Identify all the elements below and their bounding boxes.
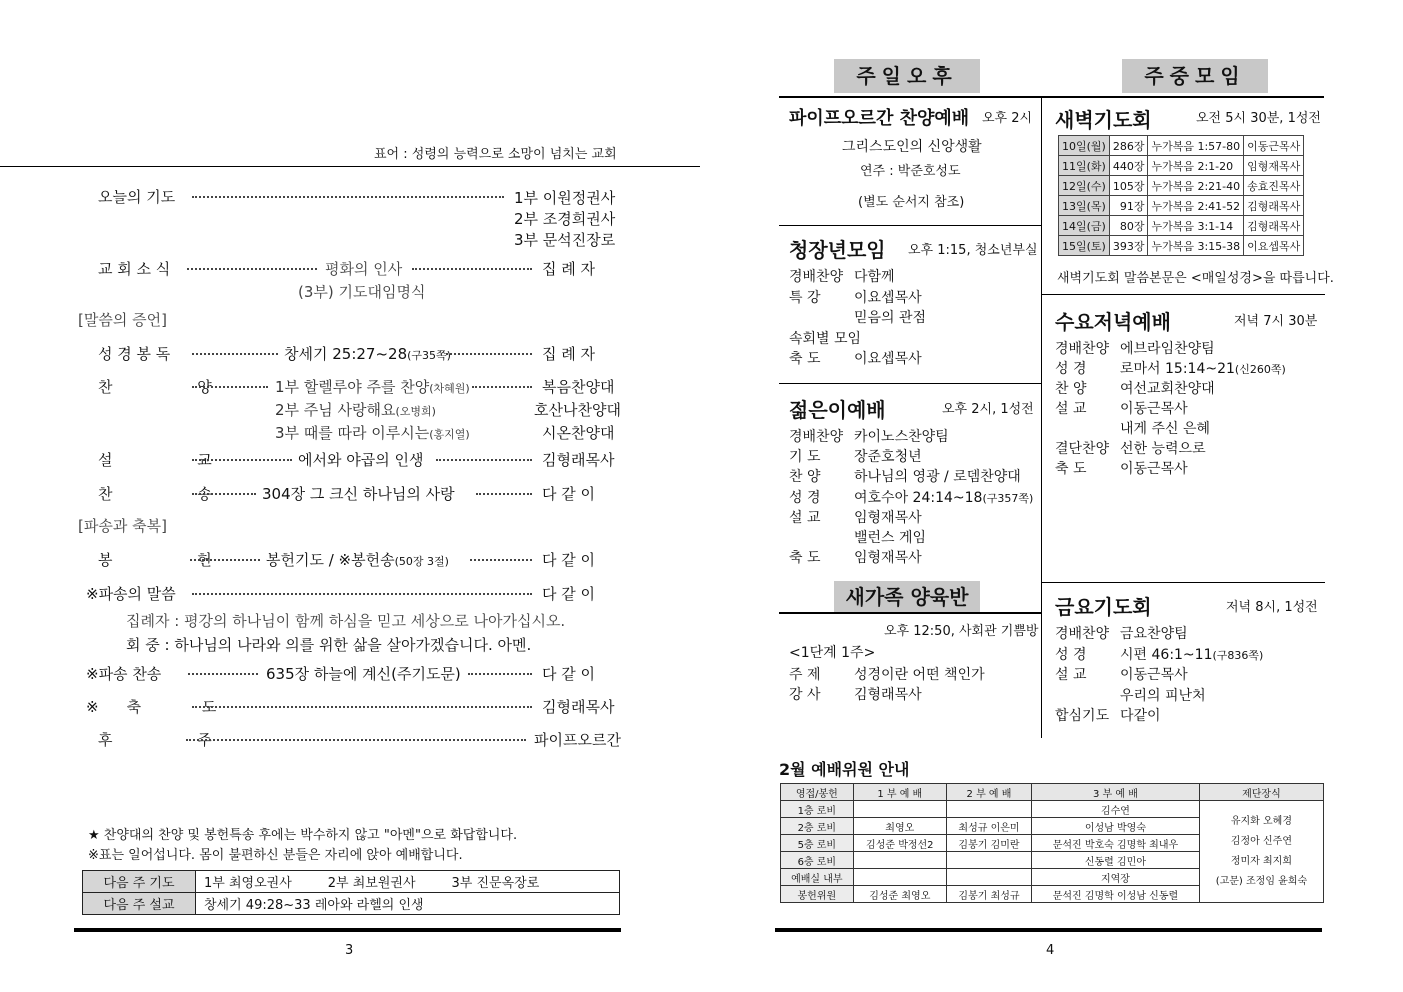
program-label: 기 도 — [789, 449, 821, 466]
sendhymn-label: ※파송 찬송 — [86, 665, 162, 683]
offering-right: 다 같 이 — [542, 551, 596, 569]
altar-decoration-cell — [1199, 801, 1323, 903]
postlude-right: 파이프오르간 — [534, 731, 621, 749]
table-cell: 105장 — [1109, 176, 1148, 196]
note-applause: ★ 찬양대의 찬양 및 봉헌특송 후에는 박수하지 않고 "아멘"으로 화답합니다. — [88, 828, 518, 843]
program-label: 경배찬양 — [789, 429, 844, 445]
program-value: 여호수아 24:14~18(구357쪽) — [854, 489, 1034, 506]
hymn-right: 다 같 이 — [542, 485, 596, 503]
news-item: 평화의 인사 — [325, 260, 403, 278]
leader-dots — [446, 353, 532, 355]
family-title: 새가족 양육반 — [834, 581, 980, 613]
program-label: 경배찬양 — [1055, 341, 1110, 357]
altar-decoration-name: 김정아 신주연 — [1230, 835, 1292, 847]
sendhymn-right: 다 같 이 — [542, 665, 596, 683]
program-value: 임형재목사 — [854, 550, 922, 567]
program-label: 축 도 — [1055, 461, 1087, 477]
table-cell — [946, 852, 1031, 869]
table-cell: 91장 — [1109, 196, 1148, 216]
table-cell: 김봉기 김미란 — [946, 835, 1031, 852]
table-cell: 봉헌위원 — [781, 886, 854, 903]
table-cell: 김성준 최영오 — [853, 886, 946, 903]
fri-time: 저녁 8시, 1성전 — [1226, 600, 1318, 615]
sending-label: ※파송의 말씀 — [86, 585, 176, 603]
table-cell: 지역장 — [1032, 869, 1200, 886]
program-value: 김형래목사 — [854, 687, 922, 703]
divider — [779, 612, 1041, 614]
sermon-title: 에서와 야곱의 인생 — [298, 451, 424, 469]
table-cell: 5층 로비 — [781, 835, 854, 852]
leader-dots — [192, 593, 532, 595]
postlude-label: 후 주 — [98, 731, 252, 749]
table-cell: 최영오 — [853, 818, 946, 835]
leader-dots — [192, 196, 504, 198]
program-label: 설 교 — [1055, 667, 1087, 683]
leader-dots — [472, 386, 532, 388]
table-cell: 김형래목사 — [1244, 196, 1304, 216]
program-value: 우리의 피난처 — [1120, 687, 1206, 704]
program-value: 이요셉목사 — [854, 289, 922, 306]
table-row — [1059, 196, 1304, 216]
divider — [779, 225, 1041, 226]
sendhymn-title: 635장 하늘에 계신(주기도문) — [266, 665, 461, 683]
divider — [779, 383, 1041, 384]
leader-dots — [192, 459, 292, 461]
leader-dots — [187, 268, 317, 270]
table-row — [1059, 216, 1304, 236]
leader-dots — [186, 739, 526, 741]
column-header: 1 부 예 배 — [853, 784, 946, 801]
praise-choir-3: 시온찬양대 — [542, 424, 615, 442]
news-label: 교 회 소 식 — [98, 260, 171, 278]
program-value: 여선교회찬양대 — [1120, 381, 1215, 397]
wed-time: 저녁 7시 30분 — [1234, 314, 1318, 329]
leader-dots — [192, 353, 278, 355]
table-row — [1059, 156, 1304, 176]
table-cell: 누가복음 3:1-14 — [1148, 216, 1244, 236]
table-cell: 누가복음 2:41-52 — [1148, 196, 1244, 216]
roster-title: 2월 예배위원 안내 — [779, 760, 910, 779]
divider — [0, 166, 700, 167]
program-value: 하나님의 영광 / 로뎀찬양대 — [854, 469, 1021, 486]
dawn-note: 새벽기도회 말씀본문은 <매일성경>을 따릅니다. — [1057, 271, 1334, 286]
table-cell: 김성준 박정선2 — [853, 835, 946, 852]
table-cell: 이요셉목사 — [1244, 236, 1304, 256]
column-header: 영접/봉헌 — [781, 784, 854, 801]
column-divider — [1041, 96, 1042, 738]
program-label: 성 경 — [1055, 361, 1087, 377]
program-label: 설 교 — [789, 509, 821, 526]
program-value: 카이노스찬양팀 — [854, 429, 949, 445]
program-label: 축 도 — [789, 351, 821, 367]
leader-dots — [188, 673, 258, 675]
program-value: 이요셉목사 — [854, 351, 922, 367]
table-cell: 13일(목) — [1059, 196, 1110, 216]
praise-label: 찬 양 — [98, 378, 252, 396]
table-cell: 286장 — [1109, 136, 1148, 156]
program-label: 주 제 — [789, 667, 821, 683]
header-afternoon: 주일오후 — [834, 59, 980, 93]
table-row — [1059, 136, 1304, 156]
program-value: 로마서 15:14~21(신260쪽) — [1120, 361, 1286, 377]
page-number: 4 — [1046, 943, 1055, 958]
table-row — [1059, 236, 1304, 256]
dawn-time: 오전 5시 30분, 1성전 — [1196, 111, 1321, 126]
table-cell: 이성남 박영숙 — [1032, 818, 1200, 835]
wed-title: 수요저녁예배 — [1055, 310, 1171, 334]
table-header-row — [781, 784, 1324, 801]
family-time: 오후 12:50, 사회관 기쁨방 — [884, 624, 1039, 639]
program-value: 금요찬양팀 — [1120, 626, 1188, 642]
table-cell: 김형래목사 — [1244, 216, 1304, 236]
column-header: 제단장식 — [1199, 784, 1323, 801]
leader-dots — [436, 459, 532, 461]
program-value: 임형재목사 — [854, 509, 922, 526]
program-label: 강 사 — [789, 687, 821, 703]
leader-dots — [190, 559, 260, 561]
altar-decoration-name: 정미자 최지희 — [1230, 855, 1292, 867]
table-cell: 임형재목사 — [1244, 156, 1304, 176]
divider — [1041, 582, 1325, 583]
program-label: 찬 양 — [789, 469, 821, 486]
sending-people: 회 중 : 하나님의 나라와 의를 위한 삶을 살아가겠습니다. 아멘. — [126, 636, 532, 654]
leader-dots — [476, 493, 532, 495]
organ-time: 오후 2시 — [982, 111, 1033, 126]
footer-rule — [74, 928, 621, 932]
table-cell: 6층 로비 — [781, 852, 854, 869]
table-cell: 최성규 이은미 — [946, 818, 1031, 835]
program-value: 밸런스 게임 — [854, 530, 927, 546]
next-sermon: 창세기 49:28~33 레아와 라헬의 인생 — [196, 893, 620, 915]
column-header: 3 부 예 배 — [1032, 784, 1200, 801]
program-value: 에브라임찬양팀 — [1120, 341, 1215, 357]
youth-title: 청장년모임 — [789, 238, 886, 262]
program-value: 성경이란 어떤 책인가 — [854, 667, 985, 683]
program-value: 시편 46:1~11(구836쪽) — [1120, 646, 1264, 663]
leader-dots — [470, 559, 532, 561]
table-cell: 440장 — [1109, 156, 1148, 176]
offering-label: 봉 헌 — [98, 551, 252, 569]
altar-decoration-name: (고문) 조정임 윤희숙 — [1215, 875, 1308, 887]
divider — [779, 96, 1324, 98]
news-right: 집 례 자 — [542, 260, 596, 278]
sermon-preacher: 김형래목사 — [542, 451, 615, 469]
table-cell: 예배실 내부 — [781, 869, 854, 886]
program-value: 이동근목사 — [1120, 461, 1188, 477]
offering-text: 봉헌기도 / ※봉헌송(50장 3절) — [266, 551, 449, 569]
table-cell: 2층 로비 — [781, 818, 854, 835]
leader-dots — [192, 706, 532, 708]
table-row — [1059, 176, 1304, 196]
table-cell: 11일(화) — [1059, 156, 1110, 176]
reading-right: 집 례 자 — [542, 345, 596, 363]
table-cell: 393장 — [1109, 236, 1148, 256]
table-cell: 10일(월) — [1059, 136, 1110, 156]
program-label: 성 경 — [1055, 646, 1087, 663]
leader-dots — [468, 673, 532, 675]
program-label: 속회별 모임 — [789, 330, 862, 347]
table-cell — [946, 869, 1031, 886]
program-value: 내게 주신 은혜 — [1120, 421, 1211, 437]
roster-table — [780, 783, 1324, 903]
sermon-label: 설 교 — [98, 451, 252, 469]
prayer-line-2: 2부 조경희권사 — [514, 210, 616, 228]
young-time: 오후 2시, 1성전 — [942, 402, 1034, 417]
table-cell: 80장 — [1109, 216, 1148, 236]
section-heading: [말씀의 증언] — [78, 311, 167, 329]
program-label: 합심기도 — [1055, 708, 1110, 724]
table-cell: 송효진목사 — [1244, 176, 1304, 196]
praise-row-1: 1부 할렐루야 주를 찬양(차혜원) — [275, 378, 470, 396]
table-cell: 15일(토) — [1059, 236, 1110, 256]
table-cell: 누가복음 1:57-80 — [1148, 136, 1244, 156]
benediction-label: ※축 도 — [86, 698, 245, 716]
table-cell: 누가복음 3:15-38 — [1148, 236, 1244, 256]
family-stage: <1단계 1주> — [789, 645, 876, 661]
organ-title: 파이프오르간 찬양예배 — [789, 108, 970, 129]
prayer-label: 오늘의 기도 — [98, 188, 176, 206]
note-standing: ※표는 일어섭니다. 몸이 불편하신 분들은 자리에 앉아 예배합니다. — [88, 848, 463, 863]
program-label: 축 도 — [789, 550, 821, 567]
organ-subtitle: 그리스도인의 신앙생활 — [842, 139, 982, 155]
praise-choir-2: 호산나찬양대 — [534, 401, 621, 419]
table-cell: 김수연 — [1032, 801, 1200, 818]
table-cell: 문석진 박호숙 김명학 최내우 — [1032, 835, 1200, 852]
program-label: 찬 양 — [1055, 381, 1087, 397]
page-number: 3 — [345, 943, 354, 958]
leader-dots — [192, 386, 268, 388]
table-cell — [853, 801, 946, 818]
table-cell: 김봉기 최성규 — [946, 886, 1031, 903]
column-header: 2 부 예 배 — [946, 784, 1031, 801]
program-label: 특 강 — [789, 289, 821, 306]
table-cell: 이동근목사 — [1244, 136, 1304, 156]
table-cell — [853, 852, 946, 869]
sending-leader: 집례자 : 평강의 하나님이 함께 하심을 믿고 세상으로 나아가십시오. — [126, 612, 566, 630]
program-value: 다같이 — [1120, 708, 1161, 724]
program-value: 이동근목사 — [1120, 401, 1188, 417]
section-heading: [파송과 축복] — [78, 517, 167, 535]
program-value: 믿음의 관점 — [854, 310, 927, 326]
praise-row-2: 2부 주님 사랑해요(오병희) — [275, 401, 436, 419]
reading-text: 창세기 25:27~28(구35쪽) — [284, 345, 451, 363]
table-cell — [853, 869, 946, 886]
divider — [1041, 294, 1325, 295]
next-prayer: 1부 최영오권사 2부 최보원권사 3부 진문옥장로 — [196, 871, 620, 893]
reading-label: 성 경 봉 독 — [98, 345, 171, 363]
table-row — [781, 801, 1324, 818]
praise-row-3: 3부 때를 따라 이루시는(홍지열) — [275, 424, 470, 442]
footer-rule — [775, 928, 1322, 932]
hymn-title: 304장 그 크신 하나님의 사랑 — [262, 485, 455, 503]
program-value: 이동근목사 — [1120, 667, 1188, 683]
organ-note: (별도 순서지 참조) — [858, 195, 965, 210]
table-cell: 누가복음 2:1-20 — [1148, 156, 1244, 176]
next-prayer-label: 다음 주 기도 — [83, 871, 196, 893]
table-cell: 문석진 김명학 이성남 신동렬 — [1032, 886, 1200, 903]
leader-dots — [192, 493, 256, 495]
table-cell: 누가복음 2:21-40 — [1148, 176, 1244, 196]
program-label: 경배찬양 — [789, 269, 844, 285]
program-label: 성 경 — [789, 489, 821, 506]
praise-choir-1: 복음찬양대 — [542, 378, 615, 396]
program-value: 다함께 — [854, 269, 895, 285]
young-title: 젊은이예배 — [789, 398, 886, 422]
table-cell: 1층 로비 — [781, 801, 854, 818]
hymn-label: 찬 송 — [98, 485, 252, 503]
program-value: 선한 능력으로 — [1120, 441, 1206, 457]
news-sub: (3부) 기도대임명식 — [298, 283, 426, 301]
table-cell: 12일(수) — [1059, 176, 1110, 196]
altar-decoration-name: 유지화 오혜경 — [1230, 815, 1292, 827]
program-label: 결단찬양 — [1055, 441, 1110, 457]
next-week-table — [82, 870, 620, 915]
table-cell: 14일(금) — [1059, 216, 1110, 236]
prayer-line-3: 3부 문석진장로 — [514, 231, 616, 249]
prayer-line-1: 1부 이원정권사 — [514, 189, 616, 207]
organ-performer: 연주 : 박준호성도 — [860, 164, 961, 179]
next-sermon-label: 다음 주 설교 — [83, 893, 196, 915]
benediction-right: 김형래목사 — [542, 698, 615, 716]
table-cell: 신동렬 김민아 — [1032, 852, 1200, 869]
motto: 표어 : 성령의 능력으로 소망이 넘치는 교회 — [374, 147, 617, 162]
program-value: 장준호청년 — [854, 449, 922, 466]
program-label: 설 교 — [1055, 401, 1087, 417]
header-weekly: 주중모임 — [1122, 59, 1268, 93]
fri-title: 금요기도회 — [1055, 595, 1152, 619]
dawn-schedule-table — [1058, 135, 1304, 256]
leader-dots — [412, 268, 532, 270]
dawn-title: 새벽기도회 — [1055, 108, 1152, 132]
program-label: 경배찬양 — [1055, 626, 1110, 642]
youth-time: 오후 1:15, 청소년부실 — [908, 243, 1038, 258]
table-cell — [946, 801, 1031, 818]
sending-right: 다 같 이 — [542, 585, 596, 603]
